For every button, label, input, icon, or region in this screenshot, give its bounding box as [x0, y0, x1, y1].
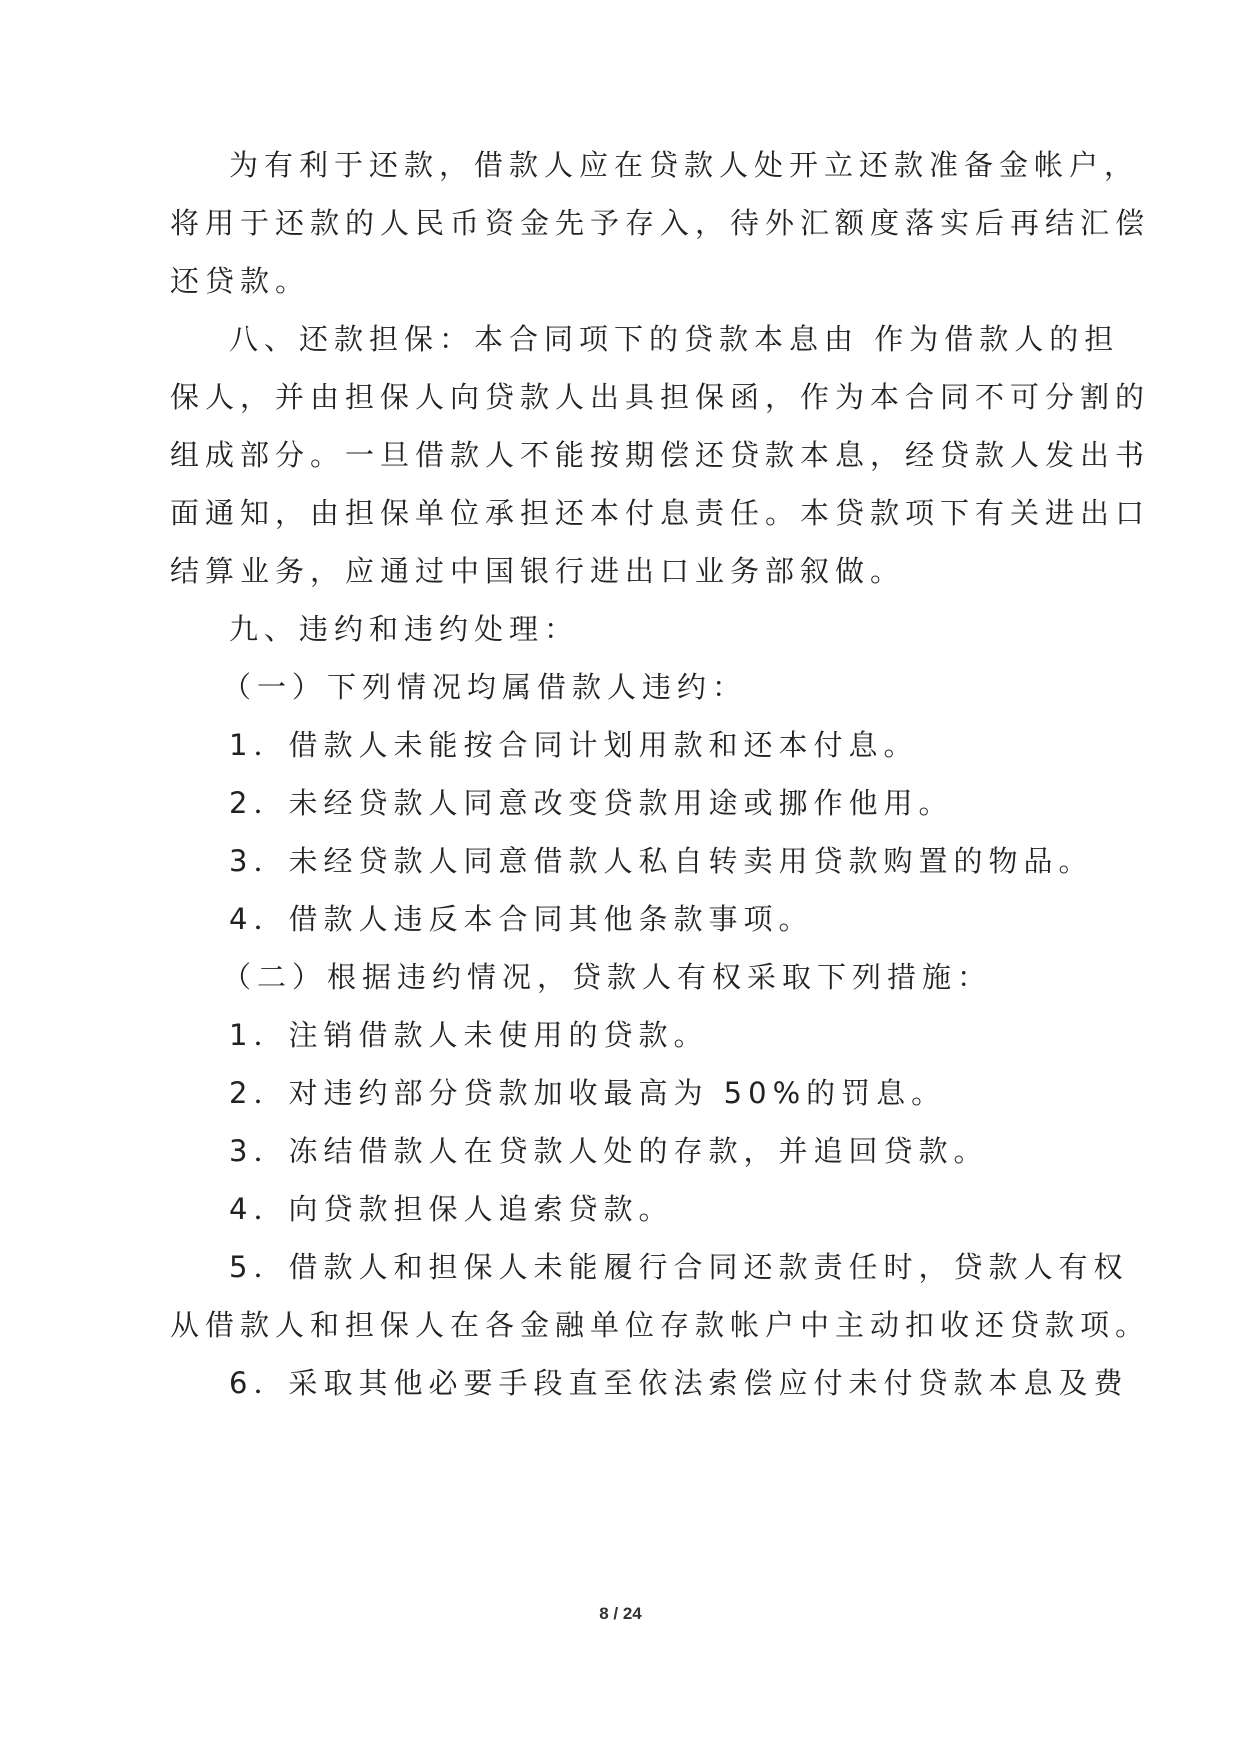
list-item: 3．冻结借款人在贷款人处的存款，并追回贷款。	[229, 1134, 989, 1168]
paragraph-line-1: 为有利于还款，借款人应在贷款人处开立还款准备金帐户，	[229, 148, 1140, 182]
list-item: 5．借款人和担保人未能履行合同还款责任时，贷款人有权	[229, 1250, 1129, 1284]
list-item-continuation: 从借款人和担保人在各金融单位存款帐户中主动扣收还贷款项。	[170, 1308, 1151, 1342]
list-item: 2．对违约部分贷款加收最高为 50%的罚息。	[229, 1076, 947, 1110]
section-heading-nine: 九、违约和违约处理：	[229, 612, 580, 646]
subsection-heading-two: （二）根据违约情况，贷款人有权采取下列措施：	[222, 960, 993, 994]
page-number: 8 / 24	[599, 1604, 642, 1623]
paragraph-line-2: 将用于还款的人民币资金先予存入，待外汇额度落实后再结汇偿	[170, 206, 1151, 240]
paragraph-line-7: 面通知，由担保单位承担还本付息责任。本贷款项下有关进出口	[170, 496, 1151, 530]
list-item: 4．借款人违反本合同其他条款事项。	[229, 902, 814, 936]
list-item: 3．未经贷款人同意借款人私自转卖用贷款购置的物品。	[229, 844, 1094, 878]
list-item: 1．借款人未能按合同计划用款和还本付息。	[229, 728, 919, 762]
list-item: 1．注销借款人未使用的贷款。	[229, 1018, 709, 1052]
paragraph-line-4: 八、还款担保：本合同项下的贷款本息由 作为借款人的担	[229, 322, 1120, 356]
list-item: 6．采取其他必要手段直至依法索偿应付未付贷款本息及费	[229, 1366, 1129, 1400]
subsection-heading-one: （一）下列情况均属借款人违约：	[222, 670, 748, 704]
paragraph-line-6: 组成部分。一旦借款人不能按期偿还贷款本息，经贷款人发出书	[170, 438, 1151, 472]
paragraph-line-5: 保人，并由担保人向贷款人出具担保函，作为本合同不可分割的	[170, 380, 1151, 414]
paragraph-line-3: 还贷款。	[170, 264, 311, 298]
list-item: 4．向贷款担保人追索贷款。	[229, 1192, 674, 1226]
list-item: 2．未经贷款人同意改变贷款用途或挪作他用。	[229, 786, 954, 820]
paragraph-line-8: 结算业务，应通过中国银行进出口业务部叙做。	[170, 554, 906, 588]
